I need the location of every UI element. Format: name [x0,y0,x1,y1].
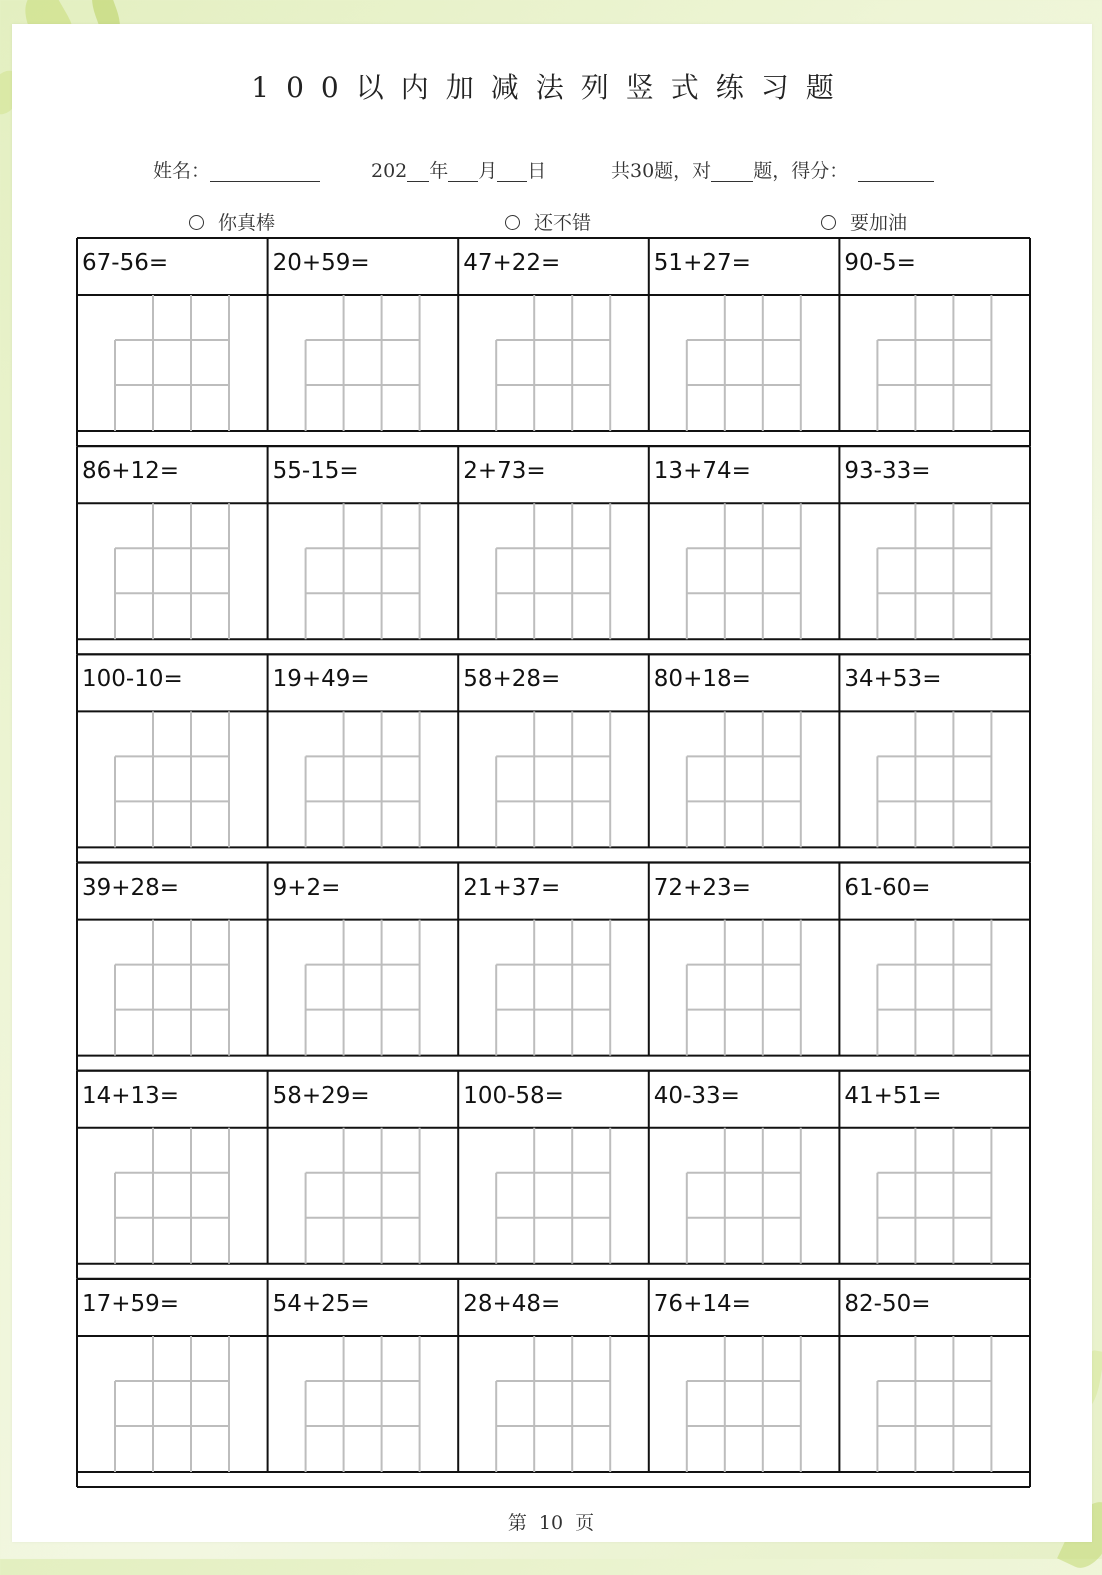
problem-cell [268,654,459,711]
problem-cell [839,863,1030,920]
problem-cell [649,446,840,503]
problem-expression: 76+14= [653,1291,751,1317]
total-text: 共30题，对 [611,160,712,182]
problem-expression: 14+13= [82,1082,180,1109]
vertical-form-grid[interactable] [268,503,459,639]
vertical-form-grid[interactable] [649,503,840,639]
problem-expression: 80+18= [653,666,751,693]
problem-expression: 47+22= [463,250,561,276]
problem-cell [268,863,459,920]
vertical-form-grid[interactable] [458,711,649,847]
radio-circle-icon[interactable] [505,215,520,230]
rating-option[interactable] [189,208,275,235]
problem-cell [268,1279,459,1336]
name-blank[interactable] [210,161,320,182]
vertical-form-grid[interactable] [77,711,268,847]
name-label: 姓名： [153,160,211,182]
problem-cell [77,446,268,503]
problem-cell [649,863,840,920]
problem-cell [77,863,268,920]
student-info-score [611,156,934,183]
problem-expression: 55-15= [272,458,359,485]
vertical-form-grid[interactable] [458,1128,649,1264]
problem-expression: 67-56= [82,250,169,276]
problem-expression: 90-5= [844,250,916,276]
problem-cell [458,1071,649,1128]
problem-cell [839,1279,1030,1336]
problem-expression: 40-33= [653,1082,740,1109]
vertical-form-grid[interactable] [649,920,840,1056]
problem-expression: 13+74= [653,458,751,485]
radio-circle-icon[interactable] [821,215,836,230]
year-blank[interactable] [407,161,429,182]
day-unit: 日 [527,160,547,182]
vertical-form-grid[interactable] [839,1128,1030,1264]
vertical-form-grid[interactable] [649,1336,840,1472]
problem-cell [839,446,1030,503]
problem-expression: 58+28= [463,666,561,693]
problem-expression: 41+51= [844,1082,942,1109]
vertical-form-grid[interactable] [458,295,649,431]
vertical-form-grid[interactable] [649,711,840,847]
score-blank[interactable] [858,161,934,182]
problem-cell [458,238,649,295]
problem-expression: 86+12= [82,458,180,485]
student-info-date [371,156,546,183]
vertical-form-grid[interactable] [458,1336,649,1472]
rating-option[interactable] [505,208,591,235]
problem-expression: 93-33= [844,458,931,485]
problem-expression: 19+49= [272,666,370,693]
rating-label: 要加油 [850,212,908,234]
vertical-form-grid[interactable] [839,1336,1030,1472]
problem-expression: 2+73= [463,458,546,485]
vertical-form-grid[interactable] [839,920,1030,1056]
problem-cell [458,654,649,711]
vertical-form-grid[interactable] [839,711,1030,847]
problem-cell [458,1279,649,1336]
vertical-form-grid[interactable] [839,503,1030,639]
page-title: 100以内加减法列竖式练习题 [251,71,851,104]
vertical-form-grid[interactable] [458,920,649,1056]
problem-cell [458,446,649,503]
problem-expression: 17+59= [82,1291,180,1317]
problem-expression: 34+53= [844,666,942,693]
problem-cell [839,654,1030,711]
problem-expression: 9+2= [272,874,341,901]
vertical-form-grid[interactable] [268,920,459,1056]
problem-expression: 72+23= [653,874,751,901]
problem-expression: 39+28= [82,874,180,901]
problem-cell [649,654,840,711]
vertical-form-grid[interactable] [77,1336,268,1472]
vertical-form-grid[interactable] [268,711,459,847]
problem-expression: 100-10= [82,666,183,693]
problem-expression: 21+37= [463,874,561,901]
problem-expression: 54+25= [272,1291,370,1317]
vertical-form-grid[interactable] [77,503,268,639]
rating-option[interactable] [821,208,907,235]
problem-cell [458,863,649,920]
vertical-form-grid[interactable] [77,295,268,431]
problem-expression: 28+48= [463,1291,561,1317]
correct-blank[interactable] [711,161,753,182]
problem-cell [77,238,268,295]
vertical-form-grid[interactable] [77,1128,268,1264]
vertical-form-grid[interactable] [839,295,1030,431]
vertical-form-grid[interactable] [268,1128,459,1264]
problem-cell [77,654,268,711]
problem-cell [77,1071,268,1128]
problem-expression: 20+59= [272,250,370,276]
problem-expression: 61-60= [844,874,931,901]
problem-expression: 100-58= [463,1082,564,1109]
problem-cell [649,1279,840,1336]
year-unit: 年 [429,160,449,182]
student-info-name [153,156,320,183]
problem-expression: 58+29= [272,1082,370,1109]
problem-expression: 82-50= [844,1291,931,1317]
correct-unit: 题，得分： [753,160,849,182]
problem-cell [839,238,1030,295]
month-blank[interactable] [448,161,478,182]
month-unit: 月 [478,160,498,182]
radio-circle-icon[interactable] [189,215,204,230]
vertical-form-grid[interactable] [649,295,840,431]
page-number: 第 10 页 [507,1512,595,1534]
problem-cell [268,446,459,503]
rating-label: 你真棒 [218,212,276,234]
rating-label: 还不错 [534,212,592,234]
vertical-form-grid[interactable] [268,295,459,431]
problem-cell [77,1279,268,1336]
year-prefix: 202 [371,160,408,182]
problem-cell [649,238,840,295]
vertical-form-grid[interactable] [649,1128,840,1264]
day-blank[interactable] [497,161,527,182]
problem-cell [268,1071,459,1128]
problem-cell [839,1071,1030,1128]
vertical-form-grid[interactable] [458,503,649,639]
problem-expression: 51+27= [653,250,751,276]
problem-cell [268,238,459,295]
vertical-form-grid[interactable] [268,1336,459,1472]
vertical-form-grid[interactable] [77,920,268,1056]
problem-cell [649,1071,840,1128]
